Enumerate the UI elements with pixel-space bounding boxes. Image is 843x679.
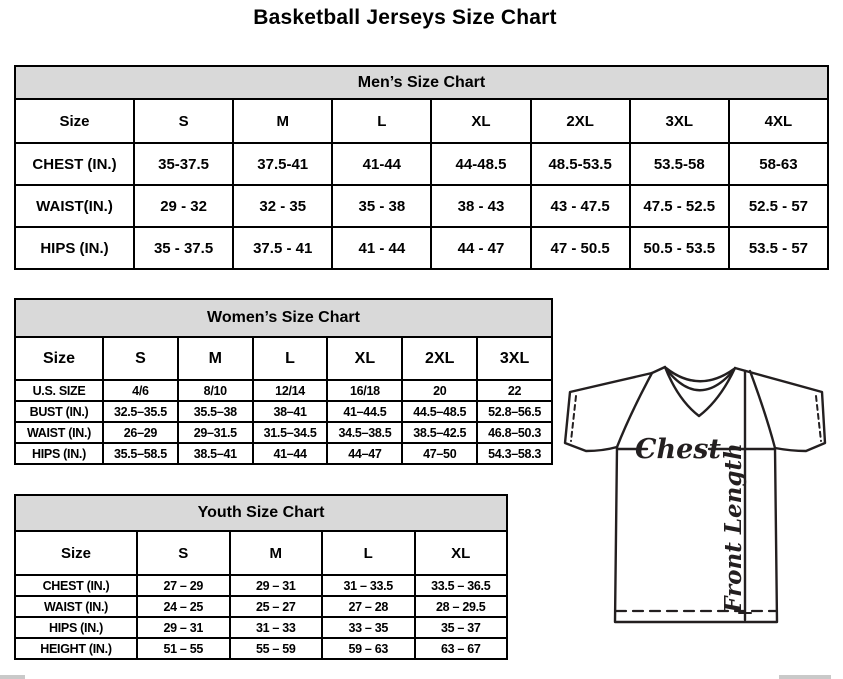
size-value-cell: 29 – 31: [137, 617, 230, 638]
size-value-cell: 32.5–35.5: [103, 401, 178, 422]
size-value-cell: 8/10: [178, 380, 253, 401]
size-value-cell: 51 – 55: [137, 638, 230, 659]
row-label: HEIGHT (IN.): [15, 638, 137, 659]
row-label: U.S. SIZE: [15, 380, 103, 401]
column-header: 4XL: [729, 99, 828, 143]
size-value-cell: 63 – 67: [415, 638, 508, 659]
row-label: CHEST (IN.): [15, 143, 134, 185]
size-value-cell: 35 - 38: [332, 185, 431, 227]
table-row: [15, 617, 507, 638]
size-value-cell: 27 – 29: [137, 575, 230, 596]
table-row: [15, 638, 507, 659]
size-value-cell: 25 – 27: [230, 596, 323, 617]
row-label: WAIST(IN.): [15, 185, 134, 227]
size-value-cell: 47.5 - 52.5: [630, 185, 729, 227]
size-value-cell: 52.8–56.5: [477, 401, 552, 422]
size-value-cell: 29 - 32: [134, 185, 233, 227]
mens-size-table: [14, 65, 829, 270]
column-header: L: [322, 531, 415, 575]
size-value-cell: 27 – 28: [322, 596, 415, 617]
size-value-cell: 34.5–38.5: [327, 422, 402, 443]
jersey-outline: [565, 367, 825, 622]
size-value-cell: 29 – 31: [230, 575, 323, 596]
column-header: M: [178, 337, 253, 380]
size-value-cell: 16/18: [327, 380, 402, 401]
right-sleeve-seam: [750, 371, 775, 448]
size-value-cell: 31 – 33.5: [322, 575, 415, 596]
table-row: [15, 380, 552, 401]
table-row: [15, 575, 507, 596]
column-header: 2XL: [402, 337, 477, 380]
size-value-cell: 35 – 37: [415, 617, 508, 638]
size-value-cell: 26–29: [103, 422, 178, 443]
size-value-cell: 48.5-53.5: [531, 143, 630, 185]
size-value-cell: 55 – 59: [230, 638, 323, 659]
table-row: [15, 596, 507, 617]
chest-label: Chest: [635, 434, 721, 465]
column-header: L: [332, 99, 431, 143]
scrollbar-fragment-right[interactable]: [779, 675, 831, 679]
size-value-cell: 31.5–34.5: [253, 422, 328, 443]
size-value-cell: 58-63: [729, 143, 828, 185]
youth-table-grid: [14, 494, 508, 660]
size-value-cell: 22: [477, 380, 552, 401]
size-value-cell: 47 - 50.5: [531, 227, 630, 269]
size-value-cell: 53.5 - 57: [729, 227, 828, 269]
size-value-cell: 41 - 44: [332, 227, 431, 269]
table-row: [15, 185, 828, 227]
men-table-grid: [14, 65, 829, 270]
column-header: M: [233, 99, 332, 143]
column-header: Size: [15, 337, 103, 380]
size-value-cell: 52.5 - 57: [729, 185, 828, 227]
column-header: XL: [415, 531, 508, 575]
scrollbar-fragment-left[interactable]: [0, 675, 25, 679]
size-value-cell: 44-48.5: [431, 143, 530, 185]
size-value-cell: 37.5 - 41: [233, 227, 332, 269]
table-row: [15, 227, 828, 269]
men-table-title: Men’s Size Chart: [15, 66, 828, 99]
women-table-title: Women’s Size Chart: [15, 299, 552, 337]
size-value-cell: 59 – 63: [322, 638, 415, 659]
size-value-cell: 47–50: [402, 443, 477, 464]
size-value-cell: 38.5–42.5: [402, 422, 477, 443]
size-value-cell: 37.5-41: [233, 143, 332, 185]
column-header: S: [103, 337, 178, 380]
row-label: CHEST (IN.): [15, 575, 137, 596]
size-value-cell: 33.5 – 36.5: [415, 575, 508, 596]
size-value-cell: 12/14: [253, 380, 328, 401]
column-header: M: [230, 531, 323, 575]
column-header: Size: [15, 531, 137, 575]
front-length-label: Front Length: [720, 443, 747, 613]
size-value-cell: 38.5–41: [178, 443, 253, 464]
size-value-cell: 38 - 43: [431, 185, 530, 227]
row-label: WAIST (IN.): [15, 596, 137, 617]
size-value-cell: 41–44.5: [327, 401, 402, 422]
right-cuff-dashed-line: [816, 396, 821, 441]
size-value-cell: 31 – 33: [230, 617, 323, 638]
size-value-cell: 54.3–58.3: [477, 443, 552, 464]
size-value-cell: 35.5–58.5: [103, 443, 178, 464]
table-row: [15, 143, 828, 185]
size-value-cell: 35-37.5: [134, 143, 233, 185]
row-label: HIPS (IN.): [15, 227, 134, 269]
size-value-cell: 41–44: [253, 443, 328, 464]
size-value-cell: 41-44: [332, 143, 431, 185]
size-value-cell: 24 – 25: [137, 596, 230, 617]
row-label: HIPS (IN.): [15, 617, 137, 638]
column-header: S: [137, 531, 230, 575]
page-title: Basketball Jerseys Size Chart: [253, 6, 557, 29]
size-value-cell: 44 - 47: [431, 227, 530, 269]
size-value-cell: 35.5–38: [178, 401, 253, 422]
row-label: HIPS (IN.): [15, 443, 103, 464]
jersey-measurement-diagram: [558, 362, 840, 628]
womens-size-table: [14, 298, 553, 465]
size-value-cell: 32 - 35: [233, 185, 332, 227]
column-header: 3XL: [477, 337, 552, 380]
size-value-cell: 50.5 - 53.5: [630, 227, 729, 269]
size-value-cell: 33 – 35: [322, 617, 415, 638]
table-row: [15, 422, 552, 443]
size-value-cell: 35 - 37.5: [134, 227, 233, 269]
left-cuff-dashed-line: [571, 396, 576, 441]
size-value-cell: 43 - 47.5: [531, 185, 630, 227]
row-label: WAIST (IN.): [15, 422, 103, 443]
row-label: BUST (IN.): [15, 401, 103, 422]
table-row: [15, 401, 552, 422]
size-value-cell: 53.5-58: [630, 143, 729, 185]
women-table-grid: [14, 298, 553, 465]
youth-size-table: [14, 494, 508, 660]
size-value-cell: 44–47: [327, 443, 402, 464]
column-header: Size: [15, 99, 134, 143]
size-value-cell: 20: [402, 380, 477, 401]
youth-table-title: Youth Size Chart: [15, 495, 507, 531]
column-header: 2XL: [531, 99, 630, 143]
size-value-cell: 38–41: [253, 401, 328, 422]
column-header: L: [253, 337, 328, 380]
size-value-cell: 28 – 29.5: [415, 596, 508, 617]
size-value-cell: 4/6: [103, 380, 178, 401]
column-header: 3XL: [630, 99, 729, 143]
size-value-cell: 44.5–48.5: [402, 401, 477, 422]
table-row: [15, 443, 552, 464]
size-value-cell: 46.8–50.3: [477, 422, 552, 443]
size-value-cell: 29–31.5: [178, 422, 253, 443]
column-header: XL: [431, 99, 530, 143]
column-header: S: [134, 99, 233, 143]
column-header: XL: [327, 337, 402, 380]
